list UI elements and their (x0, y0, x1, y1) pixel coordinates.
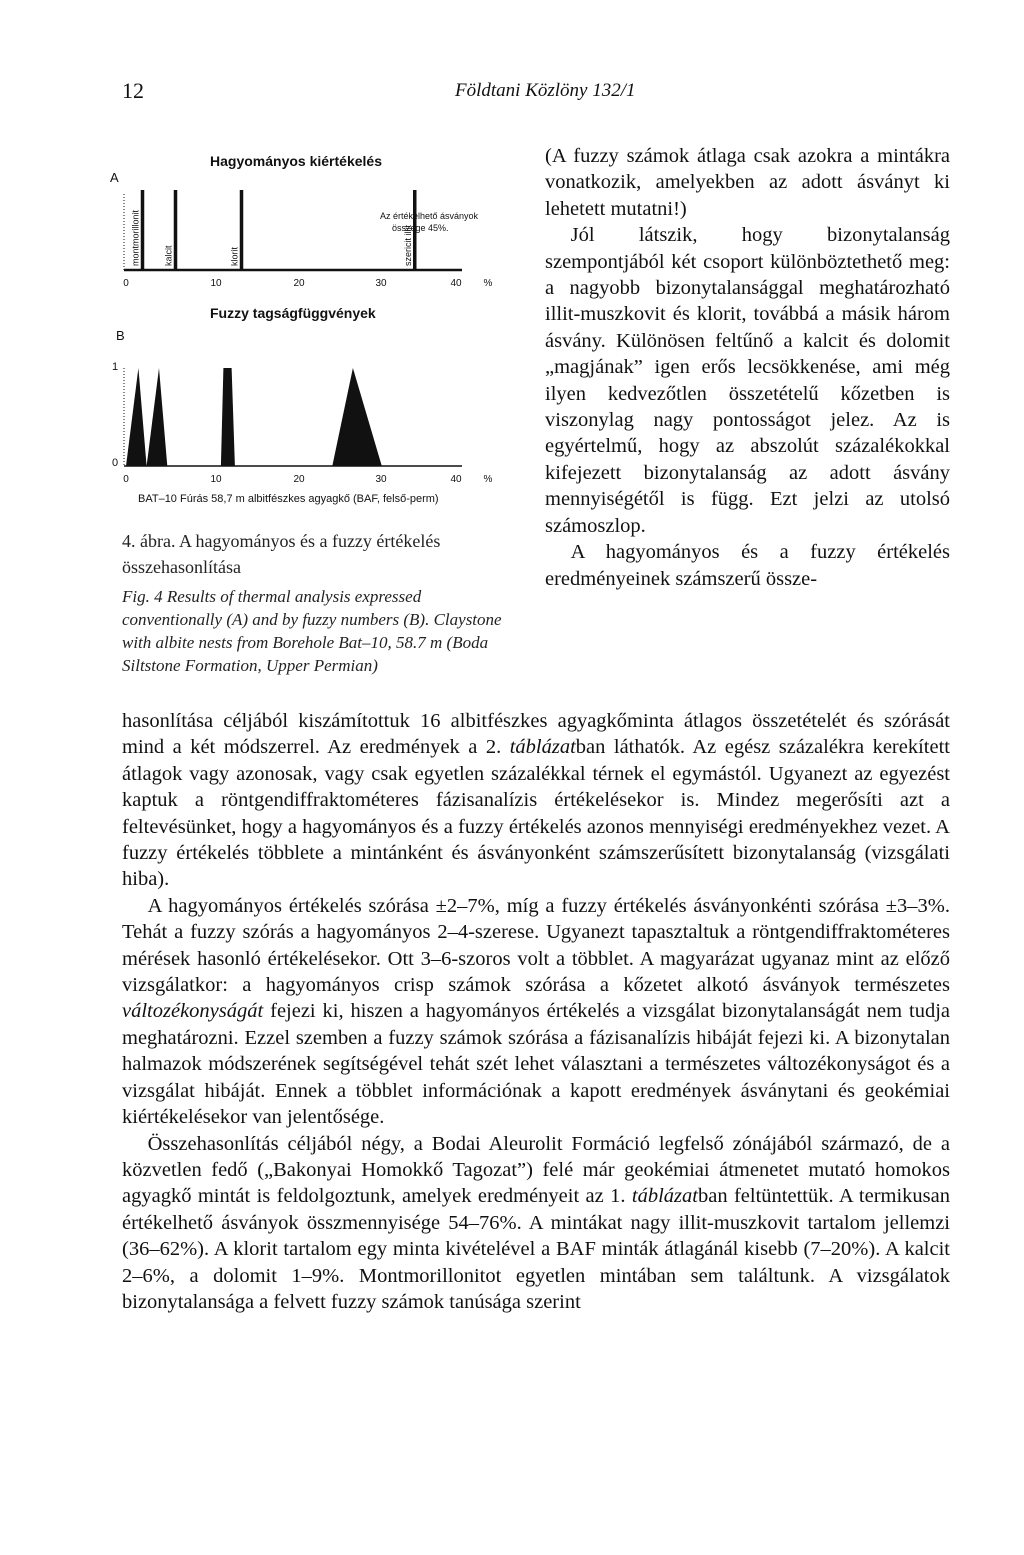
axis-b-tick: 30 (375, 474, 387, 485)
table-reference: táblázat (509, 736, 576, 759)
fuzzy-membership-3 (221, 368, 235, 466)
emphasis: változékonyságát (122, 1000, 264, 1023)
text-span: ban feltüntettük. A termikusan értékelhető ásványok összmennyisége 54–76%. A mintákat nagy illit-muszkovit tartalom jellemzi (36–62%). A klorit tartalom egy minta kivételével a BAF minták átlagánál kisebb (7–20%). A kalcit 2–6%, a dolomit 1–9%. Montmorillonitot egyetlen mintában sem találtunk. A vizsgálatok bizonytalansága a felvett fuzzy számok tanúsága szerint (122, 1185, 951, 1313)
axis-b-tick: 40 (450, 474, 462, 485)
fuzzy-membership-1 (126, 368, 147, 466)
axis-b-tick: 0 (123, 474, 129, 485)
text-span: hasonlítása céljából kiszámítottuk 16 albitfészkes agyagkőminta átlagos összetételét és szórását mind a két módszerrel. Az eredmények a 2. (122, 710, 950, 759)
panel-a-letter: A (110, 170, 119, 185)
axis-a-tick: 20 (293, 278, 305, 289)
bar-label: montmorillonit (130, 209, 141, 266)
paragraph: (A fuzzy számok átlaga csak azokra a mintákra vonatkozik, amelyekben az adott ásványt ki lehetett mutatni!) (545, 145, 950, 220)
text-span: fejezi ki, hiszen a hagyományos értékelés a vizsgálat bizonytalanságát nem tudja meghatározni. Ezzel szemben a fuzzy számok szórása a fázisanalízis hibáját fejezi ki. A bizonytalan halmazok módszerének segítségével tehát szét lehet választani a természetes változékonyságot és a vizsgálat hibáját. Ennek a többlet információnak a kapott eredmények ásványtani és geokémiai kiértékelésekor van jelentősége. (122, 1000, 950, 1129)
paragraph (122, 708, 950, 893)
body-text (122, 708, 950, 1315)
panel-b-y-top: 1 (112, 361, 119, 373)
axis-a-tick: 30 (375, 278, 387, 289)
caption-en-prefix: Fig. (122, 587, 150, 606)
figure-svg (110, 140, 530, 530)
text-span: Összehasonlítás céljából négy, a Bodai Aleurolit Formáció legfelső zónájából származó, de a közvetlen fedő („Bakonyai Homokkő Tagozat”) felé már geokémiai átmenetet mutató homokos agyagkő mintát is feldolgoztunk, amelyek eredményeit az 1. (122, 1132, 950, 1208)
journal-title: Földtani Közlöny 132/1 (455, 80, 636, 101)
right-column (545, 143, 950, 592)
paragraph (122, 893, 950, 1131)
axis-a-tick: 40 (450, 278, 462, 289)
axis-a-tick: % (483, 278, 493, 289)
text-span: ban láthatók. Az egész százalékra kerekített átlagok vagy azonosak, vagy csak egyetlen százalékkal térnek el egymástól. Ugyanezt az egyezést kaptuk a röntgendiffraktométeres fázisanalízis értékelésekor is. Mindez megerősíti azt a feltevésünket, hogy a hagyományos és a fuzzy értékelés azonos mennyiségi eredményekhez vezet. A fuzzy értékelés többlete a mintánként és ásványonként számszerűsített bizonytalanság (vizsgálati hiba). (122, 736, 950, 891)
caption-en-text: 4 Results of thermal analysis expressed conventionally (A) and by fuzzy numbers (B). Claystone with albite nests from Borehole Bat–10, 58.7 m (Boda Siltstone Formation, Upper Permian) (122, 587, 502, 675)
panel-b-y-bottom: 0 (112, 457, 119, 469)
panel-b-ticks (123, 474, 492, 485)
table-reference: táblázat (631, 1185, 698, 1208)
panel-b-letter: B (116, 328, 125, 343)
fuzzy-membership-4 (332, 368, 382, 466)
panel-a-note-line2: összege 45%. (392, 223, 449, 233)
bar-label: szericit illit (402, 224, 413, 266)
axis-b-tick: % (483, 474, 493, 485)
figure-caption-en (122, 585, 522, 677)
panel-a-title: Hagyományos kiértékelés (210, 153, 382, 169)
figure-caption-hu: 4. ábra. A hagyományos és a fuzzy értékelés összehasonlítása (122, 531, 441, 577)
bar-label: kalcit (163, 245, 174, 266)
panel-a-ticks (123, 278, 492, 289)
sample-description: BAT–10 Fúrás 58,7 m albitfészkes agyagkő (BAF, felső-perm) (138, 493, 439, 505)
text-span: A hagyományos értékelés szórása ±2–7%, míg a fuzzy értékelés ásványonkénti szórása ±3–3%. Tehát a fuzzy szórás a hagyományos 2–4-szerese. Ugyanezt tapasztaltuk a röntgendiffraktométeres mérések hasonló értékelésekor. Ott 3–6-szoros volt a többlet. A magyarázat ugyanaz mint az előző vizsgálatkor: a hagyományos crisp számok szórása a kőzetet alkotó ásványok természetes (122, 894, 950, 997)
axis-a-tick: 0 (123, 278, 129, 289)
panel-a-note-line1: Az értékelhető ásványok (380, 211, 479, 221)
paragraph: Jól látszik, hogy bizonytalanság szempontjából két csoport különböztethető meg: a nagyobb bizonytalansággal meghatározható illit-muszkovit és klorit, továbbá a másik három ásvány. Különösen feltűnő a kalcit és dolomit „magjának” igen erős lecsökkenése, ami még ilyen kedvezőtlen összetételű kőzetben is viszonylag nagy pontosságot jelez. Az is egyértelmű, hogy az abszolút százalékokkal kifejezett bizonytalanság az adott ásvány mennyiségétől is függ. Ezt jelzi az utolsó számoszlop. (545, 224, 950, 537)
fuzzy-membership-2 (147, 368, 168, 466)
axis-a-tick: 10 (210, 278, 222, 289)
bar-label: klorit (229, 246, 240, 266)
figure-4 (110, 140, 530, 530)
paragraph (122, 1131, 950, 1316)
panel-b-title: Fuzzy tagságfüggvények (210, 305, 376, 321)
page-number: 12 (122, 78, 144, 103)
axis-b-tick: 10 (210, 474, 222, 485)
paragraph: A hagyományos és a fuzzy értékelés eredményeinek számszerű össze- (545, 541, 950, 590)
axis-b-tick: 20 (293, 474, 305, 485)
